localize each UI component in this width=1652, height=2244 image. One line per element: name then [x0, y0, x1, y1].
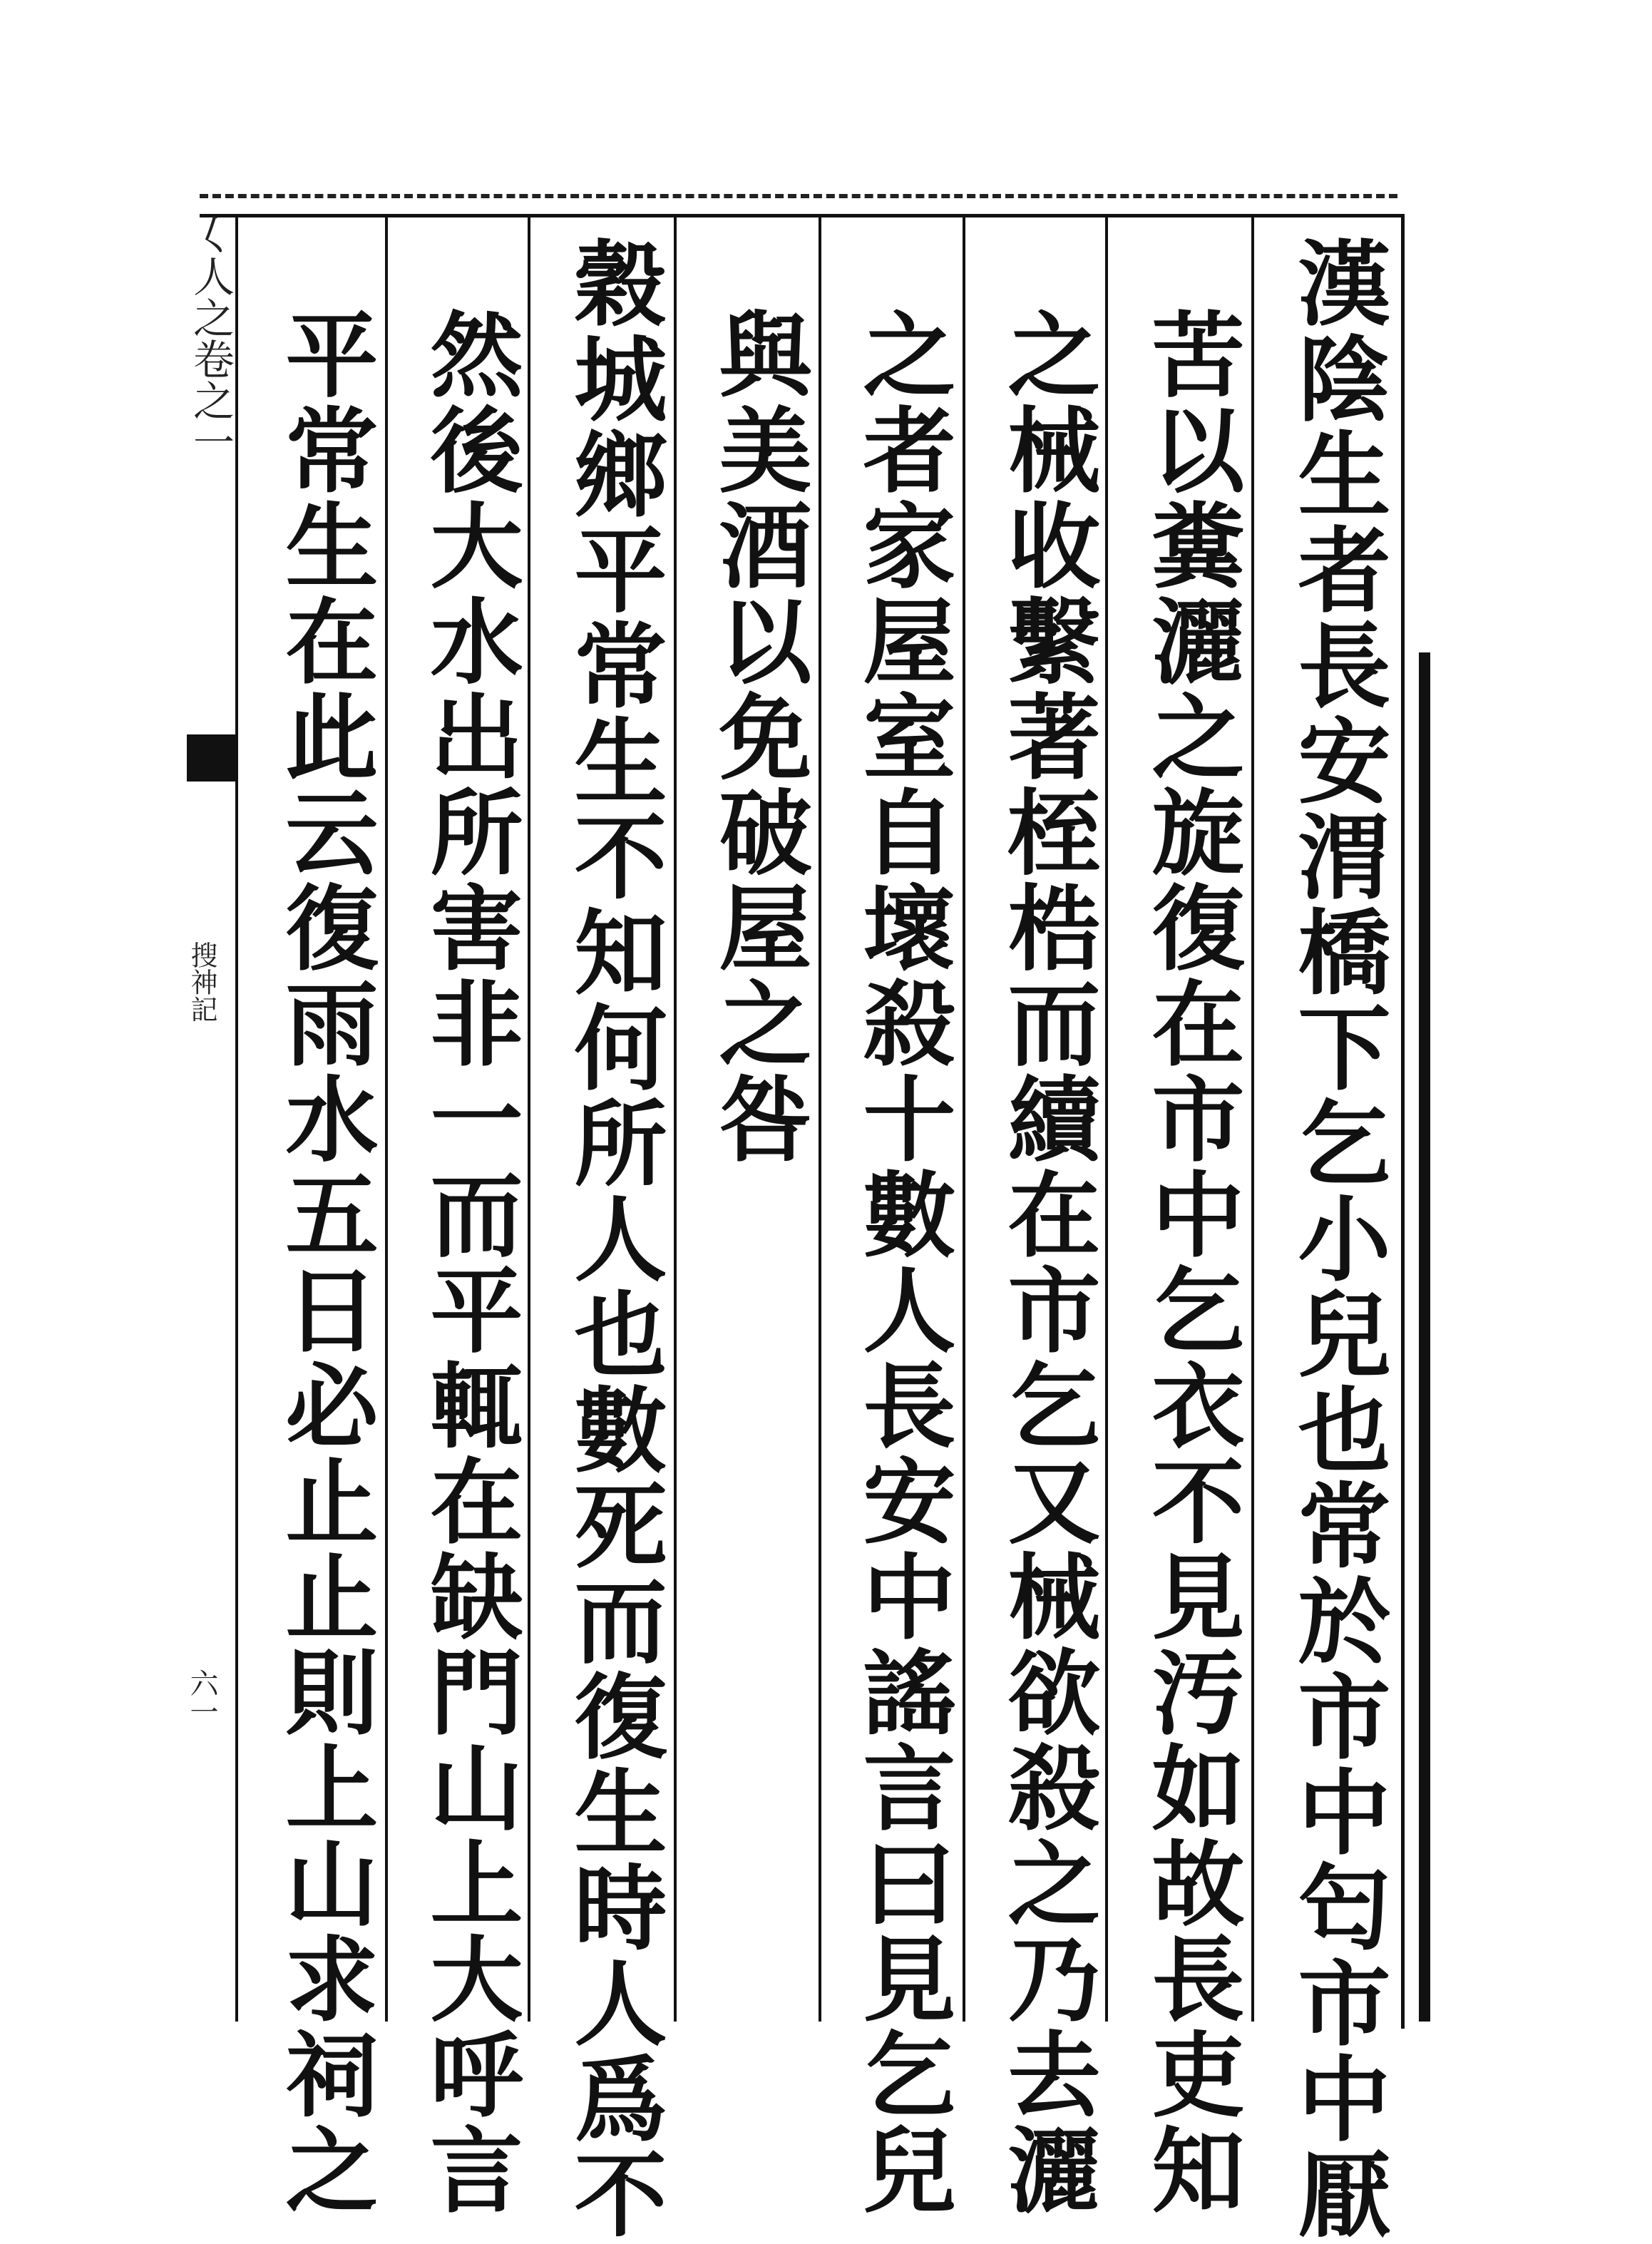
right-thick-border [1419, 652, 1430, 2022]
fishtail-mark [187, 734, 238, 782]
margin-rule [235, 214, 238, 2022]
text-column-1: 漢陰生者長安渭橋下乞小兒也常於市中匄市中厭 [1283, 235, 1392, 2242]
margin-volume-marks: 𡿨人之卷之一 [186, 214, 235, 462]
text-column-5: 與美酒以免破屋之咎 [704, 307, 813, 1167]
text-column-7: 然後大水出所害非一而平輒在缺門山上大呼言 [415, 307, 524, 2218]
text-column-8: 平常生在此云復雨水五日必止止則上山求祠之 [270, 307, 379, 2218]
margin-book-title: 搜神記 [186, 941, 217, 1023]
text-column-6: 穀城鄉平常生不知何所人也數死而復生時人爲不 [559, 235, 668, 2242]
text-column-4: 之者家屋室自壞殺十數人長安中謠言曰見乞兒 [848, 307, 957, 2218]
text-column-2: 苦以糞灑之旋復在市中乞衣不見汚如故長吏知 [1137, 307, 1246, 2218]
text-column-3: 之械收繫著桎梏而續在市乞又械欲殺之乃去灑 [992, 307, 1102, 2218]
margin-page-number: 六一 [185, 1669, 218, 1726]
top-border-rule [200, 194, 1397, 198]
